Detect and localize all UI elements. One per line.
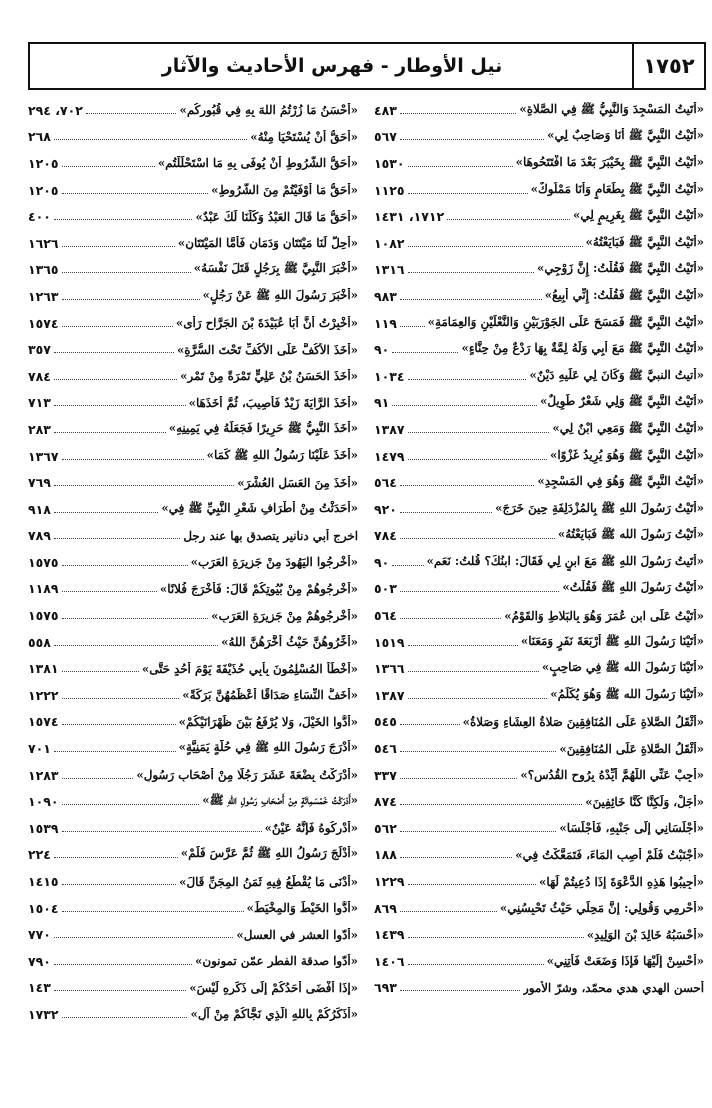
entry-ref: ٥٦٤ bbox=[374, 608, 397, 624]
entry-text: «أَخْرِجُوهُمْ مِنْ بُيُوتِكُمْ قَالَ: فَأَخْرَجَ فُلانًا» bbox=[159, 581, 358, 596]
leader-dots bbox=[400, 911, 497, 912]
entry-text: «أَدْرَكْتُ بِضْعَةَ عَشَرَ رَجُلًا مِنْ أَصْحَابِ رَسُولِ» bbox=[136, 768, 358, 783]
entry-ref: ١٢٠٥ bbox=[28, 155, 59, 171]
leader-dots bbox=[400, 512, 492, 513]
entry-ref: ٣٣٧ bbox=[374, 767, 397, 783]
entry-text: «أَحَقُّ أَنْ يُسْتَحْيَا مِنْهُ» bbox=[250, 129, 358, 144]
index-entry bbox=[374, 363, 704, 390]
leader-dots bbox=[392, 405, 537, 406]
entry-ref: ٩١٨ bbox=[28, 501, 51, 517]
entry-ref: ١١٢٥ bbox=[374, 182, 405, 198]
leader-dots bbox=[400, 538, 555, 539]
index-entry bbox=[28, 523, 358, 550]
entry-ref: ٥٤٥ bbox=[374, 714, 397, 730]
entry-text: «أُذَكِّرُكُمْ بِاللهِ الَّذِي نَجَّاكُمْ مِنْ آلِ» bbox=[190, 1007, 358, 1022]
leader-dots bbox=[400, 857, 512, 858]
entry-ref: ٧٩٠ bbox=[28, 953, 51, 969]
index-entry bbox=[28, 124, 358, 151]
leader-dots bbox=[400, 113, 517, 114]
leader-dots bbox=[54, 538, 180, 539]
entry-ref: ١٢٨٣ bbox=[28, 767, 59, 783]
entry-text: اخرج أبي دنانير يتصدق بها عند رجل bbox=[183, 528, 358, 543]
leader-dots bbox=[62, 884, 177, 885]
entry-text: «أُخْبِرْتُ أَنَّ أَبَا عُبَيْدَةَ بْنَ الجَرَّاحِ رَأَى» bbox=[175, 316, 358, 331]
entry-ref: ٢٨٣ bbox=[28, 421, 51, 437]
leader-dots bbox=[400, 724, 460, 725]
entry-text: «أَحَقُّ الشُّرُوطِ أَنْ يُوفَى بِهِ مَا اسْتَحْلَلْتُم» bbox=[157, 156, 358, 171]
index-entry bbox=[28, 815, 358, 842]
leader-dots bbox=[62, 565, 188, 566]
leader-dots bbox=[400, 591, 560, 592]
index-entry bbox=[28, 975, 358, 1002]
entry-text: «أَخَذَ الحَسَنُ بْنُ عَلِيٍّ تَمْرَةً مِنْ تَمْرِ» bbox=[180, 369, 358, 384]
entry-text: «أَخَذَ النَّبِيُّ ﷺ حَرِيرًا فَجَعَلَهُ فِي يَمِينِهِ» bbox=[168, 420, 358, 435]
index-entry bbox=[374, 842, 704, 869]
leader-dots bbox=[400, 751, 556, 752]
index-entry bbox=[28, 203, 358, 230]
index-entry bbox=[374, 177, 704, 204]
index-entry bbox=[28, 363, 358, 390]
entry-text: «أَدْرَكْتُ خَمْسَمِائَةٍ مِنْ أَصْحَابِ رَسُولِ اللهِ ﷺ» bbox=[202, 793, 358, 808]
leader-dots bbox=[400, 139, 544, 140]
entry-ref: ٧٦٩ bbox=[28, 475, 51, 491]
entry-text: «أَحَقُّ مَا أَوْفَيْتُمْ مِنَ الشُّرُوطِ» bbox=[211, 183, 358, 198]
leader-dots bbox=[400, 831, 557, 832]
index-entry bbox=[28, 895, 358, 922]
leader-dots bbox=[400, 804, 582, 805]
entry-text: «أَخْبَرَ النَّبِيَّ ﷺ بِرَجُلٍ قَتَلَ نَفْسَهُ» bbox=[193, 261, 358, 276]
entry-ref: ٥٦٢ bbox=[374, 820, 397, 836]
leader-dots bbox=[400, 778, 517, 779]
leader-dots bbox=[54, 405, 186, 406]
index-entry bbox=[374, 390, 704, 417]
index-entry bbox=[28, 948, 358, 975]
entry-text: «أَتيتُ النبيَّ ﷺ وَكَانَ لِي عَلَيهِ دَيْنٌ» bbox=[529, 367, 704, 382]
index-entry bbox=[28, 177, 358, 204]
entry-text: «أَخَذَ عَلَيْنَا رَسُولُ اللهِ ﷺ كَمَا» bbox=[206, 447, 358, 462]
entry-ref: ١١٩ bbox=[374, 315, 397, 331]
entry-text: «أَدْرِكُوهُ فَإِنَّهُ عَيْنٌ» bbox=[264, 821, 358, 836]
index-entry bbox=[28, 390, 358, 417]
index-entry bbox=[374, 496, 704, 523]
entry-ref: ٦٩٣ bbox=[374, 980, 397, 996]
entry-ref: ٢٦٨ bbox=[28, 129, 51, 145]
leader-dots bbox=[54, 352, 174, 353]
entry-ref: ١٧٣٢ bbox=[28, 1006, 59, 1022]
leader-dots bbox=[400, 299, 542, 300]
leader-dots bbox=[54, 964, 192, 965]
leader-dots bbox=[392, 565, 423, 566]
entry-text: «أَخْرِجُوهُمْ مِنْ جَزِيرَةِ العَرَبِ» bbox=[211, 608, 358, 623]
index-entry bbox=[28, 762, 358, 789]
index-entry bbox=[374, 762, 704, 789]
entry-ref: ٥٥٨ bbox=[28, 634, 51, 650]
entry-ref: ١٠٣٤ bbox=[374, 368, 405, 384]
entry-ref: ١٢٠٥ bbox=[28, 182, 59, 198]
entry-text: «أَتَيْتُ النَّبِيَّ ﷺ وَهُوَ يُرِيدُ غَزْوًا» bbox=[550, 447, 704, 462]
index-entry bbox=[28, 735, 358, 762]
entry-text: «أَخْرِجُوا اليَهُودَ مِنْ جَزِيرَةِ العَرَبِ» bbox=[190, 555, 358, 570]
entry-ref: ٧٨٩ bbox=[28, 528, 51, 544]
index-entry bbox=[374, 576, 704, 603]
entry-ref: ١٤٣٩ bbox=[374, 927, 405, 943]
entry-ref: ٧٠١ bbox=[28, 741, 51, 757]
entry-ref: ١٢٢٢ bbox=[28, 687, 59, 703]
entry-text: «أَجِبْ عَنِّي اللَّهُمَّ أَيِّدْهُ بِرُوحِ القُدُسِ؟» bbox=[520, 768, 704, 783]
index-entry bbox=[28, 416, 358, 443]
entry-text: «أدّوا صدقة الفطر عمّن تمونون» bbox=[195, 954, 358, 969]
index-entry bbox=[28, 150, 358, 177]
leader-dots bbox=[62, 1017, 188, 1018]
entry-ref: ١٥٣٩ bbox=[28, 820, 59, 836]
entry-ref: ٩٠ bbox=[374, 342, 390, 358]
leader-dots bbox=[408, 645, 518, 646]
running-title: نيل الأوطار - فهرس الأحاديث والآثار bbox=[161, 55, 503, 77]
entry-ref: ١٣٦٧ bbox=[28, 448, 59, 464]
entry-ref: ١٥٧٤ bbox=[28, 714, 59, 730]
entry-text: «أَتَيْتُ النَّبِيَّ ﷺ بِطَعَامٍ وَأَنَا مَمْلُوكٌ» bbox=[530, 181, 704, 196]
entry-ref: ١٥١٩ bbox=[374, 634, 405, 650]
entry-ref: ٧٨٤ bbox=[28, 368, 51, 384]
entry-text: «أَتَيْنَا رَسُولَ اللهِ ﷺ أَرْبَعَةَ نَفَرٍ وَمَعَنَا» bbox=[520, 633, 704, 648]
entry-ref: ٥٦٧ bbox=[374, 129, 397, 145]
entry-ref: ٩٨٣ bbox=[374, 288, 397, 304]
index-entry bbox=[28, 709, 358, 736]
index-entry bbox=[374, 709, 704, 736]
entry-text: «أُحِلَّ لَنَا مَيْتَتَانِ وَدَمَانِ فَأَمَّا المَيْتَتَانِ» bbox=[177, 236, 358, 251]
entry-text: «أَتَيْتُ النَّبِيَّ ﷺ وَهُوَ فِي المَسْجِدِ» bbox=[537, 474, 704, 489]
entry-ref: ٥٦٤ bbox=[374, 475, 397, 491]
entry-text: «أَخَفُّ النِّسَاءِ صَدَاقًا أَعْظَمُهُنَّ بَرَكَةً» bbox=[182, 688, 358, 703]
entry-ref: ١٨٨ bbox=[374, 847, 397, 863]
leader-dots bbox=[408, 166, 513, 167]
entry-text: «أَتَيْتُ النَّبِيَّ ﷺ وَمَعِي ابْنٌ لِي» bbox=[552, 420, 704, 435]
entry-text: «أَحَدَثْتُ مِنْ أَطْرَافِ شَعْرِ النَّبِيِّ ﷺ فِي» bbox=[161, 500, 358, 515]
entry-ref: ٥٤٦ bbox=[374, 741, 397, 757]
entry-ref: ١٠٩٠ bbox=[28, 794, 59, 810]
entry-text: «أَتَيْتُ النَّبِيَّ ﷺ أَنَا وَصَاحِبٌ لِي» bbox=[547, 128, 704, 143]
index-entry bbox=[374, 629, 704, 656]
leader-dots bbox=[392, 352, 458, 353]
entry-ref: ١٦٢٦ bbox=[28, 235, 59, 251]
index-entry bbox=[28, 549, 358, 576]
index-entry bbox=[374, 735, 704, 762]
leader-dots bbox=[408, 459, 547, 460]
entry-text: «أَخْبَرَ رَسُولَ اللهِ ﷺ عَنْ رَجُلٍ» bbox=[202, 287, 358, 302]
entry-text: «أَحْسِنْ إِلَيْهَا فَإِذَا وَضَعَتْ فَأْتِنِي» bbox=[546, 954, 704, 969]
index-entry bbox=[374, 682, 704, 709]
entry-text: «أَدْنَى مَا يُقْطَعُ فِيهِ ثَمَنُ المِجَنِّ قَالَ» bbox=[179, 874, 358, 889]
leader-dots bbox=[62, 193, 209, 194]
index-entry bbox=[374, 257, 704, 284]
entry-text: «أَتَيتُ رَسُولَ اللهِ ﷺ مَعَ ابنٍ لِي فَقَالَ: ابنُكَ؟ قُلتُ: نَعَم» bbox=[426, 553, 704, 568]
index-entry bbox=[374, 336, 704, 363]
entry-ref: ١٢٢٩ bbox=[374, 874, 405, 890]
entry-text: «أَحْرِمِي وَقُولِي: إِنَّ مَحِلِّي حَيْثُ تَحْبِسُنِي» bbox=[499, 901, 704, 916]
entry-text: «أَجْنَبْتُ فَلَمْ أُصِبِ المَاءَ، فَتَمَعَّكْتُ فِي» bbox=[515, 847, 704, 862]
entry-text: «أَحَقُّ مَا قَالَ العَبْدُ وَكُلُّنَا لَكَ عَبْدٌ» bbox=[195, 209, 358, 224]
entry-ref: ٤٠٠ bbox=[28, 209, 51, 225]
entry-ref: ٥٠٣ bbox=[374, 581, 397, 597]
leader-dots bbox=[62, 698, 180, 699]
leader-dots bbox=[54, 219, 193, 220]
entry-ref: ١٢٦٣ bbox=[28, 288, 59, 304]
entry-ref: ١٣٨٧ bbox=[374, 421, 405, 437]
leader-dots bbox=[408, 272, 534, 273]
leader-dots bbox=[400, 990, 520, 991]
index-entry bbox=[374, 469, 704, 496]
leader-dots bbox=[62, 911, 244, 912]
leader-dots bbox=[54, 512, 158, 513]
entry-text: «أَدْرَجَ رَسُولَ اللهِ ﷺ فِي حُلَّةٍ يَمَنِيَّةٍ» bbox=[178, 740, 358, 755]
index-entry bbox=[28, 336, 358, 363]
entry-ref: ٩١ bbox=[374, 395, 390, 411]
leader-dots bbox=[62, 671, 139, 672]
entry-text: «أَتَيْتُ عَلَى ابنِ عُمَرَ وَهُوَ بِالبَلاطِ وَالقَوْمُ» bbox=[504, 608, 704, 623]
index-entry bbox=[374, 975, 704, 1002]
entry-text: «أَتَيْنَا رَسُولَ الله ﷺ وَهُوَ يُكَلِّمُ» bbox=[550, 686, 704, 701]
entry-ref: ٧٨٤ bbox=[374, 528, 397, 544]
page-number: ١٧٥٢ bbox=[632, 44, 704, 88]
index-entry bbox=[374, 124, 704, 151]
entry-ref: ١٣٨٧ bbox=[374, 687, 405, 703]
index-entry bbox=[28, 283, 358, 310]
index-column-left bbox=[28, 97, 358, 1028]
index-entry bbox=[374, 283, 704, 310]
entry-text: «أَجَلْ، وَلَكِنَّا كُنَّا خَائِفِينَ» bbox=[585, 794, 704, 809]
entry-ref: ١٣٨١ bbox=[28, 661, 59, 677]
index-entry bbox=[28, 97, 358, 124]
entry-text: «أَتَيْنَا رَسُولَ الله ﷺ فِي صَاحِبٍ» bbox=[541, 660, 704, 675]
leader-dots bbox=[54, 857, 178, 858]
index-entry bbox=[28, 788, 358, 815]
leader-dots bbox=[408, 432, 550, 433]
entry-ref: ١٤٠٦ bbox=[374, 953, 405, 969]
entry-text: «أَتَيْتُ رَسُولَ اللهِ ﷺ فَقُلْتُ» bbox=[562, 580, 704, 595]
leader-dots bbox=[400, 485, 535, 486]
entry-ref: ١٥٧٥ bbox=[28, 608, 59, 624]
index-entry bbox=[374, 895, 704, 922]
leader-dots bbox=[62, 724, 176, 725]
index-entry bbox=[28, 682, 358, 709]
entry-ref: ٤٨٣ bbox=[374, 102, 397, 118]
index-entry bbox=[374, 655, 704, 682]
index-entry bbox=[28, 443, 358, 470]
leader-dots bbox=[408, 246, 583, 247]
entry-text: «أَخَذَ الرَّايَةَ زَيْدٌ فَأُصِيبَ، ثُمَّ أَخَذَهَا» bbox=[188, 395, 358, 410]
leader-dots bbox=[62, 299, 200, 300]
entry-ref: ١٠٨٢ bbox=[374, 235, 405, 251]
index-entry bbox=[28, 257, 358, 284]
entry-ref: ١٥٠٤ bbox=[28, 900, 59, 916]
entry-text: «أَثْقَلُ الصَّلاةِ عَلَى المُنَافِقِينَ صَلاةُ العِشَاءِ وَصَلاةُ» bbox=[462, 714, 704, 729]
entry-text: «أَحْسَنُ مَا زُرْتُمُ اللهَ بِهِ فِي قُبُورِكُم» bbox=[179, 103, 358, 118]
entry-text: «أَتَيْتُ النَّبِيَّ ﷺ وَلِي شَعْرٌ طَوِيلٌ» bbox=[540, 394, 704, 409]
leader-dots bbox=[62, 459, 204, 460]
index-entry bbox=[374, 921, 704, 948]
entry-text: «أَتَيْتُ النَّبِيَّ ﷺ فَقُلْتُ: إِنِّي أَبِيعُ» bbox=[544, 287, 704, 302]
entry-text: «أَخَذَ الأَكُفَّ عَلَى الأَكُفِّ تَحْتَ السُّرَّةِ» bbox=[176, 342, 358, 357]
entry-ref: ٧٧٠ bbox=[28, 927, 51, 943]
index-entry bbox=[374, 523, 704, 550]
leader-dots bbox=[62, 166, 155, 167]
index-entry bbox=[28, 576, 358, 603]
entry-ref: ١٥٧٤ bbox=[28, 315, 59, 331]
index-entry bbox=[28, 629, 358, 656]
entry-ref: ١٣١٦ bbox=[374, 262, 405, 278]
leader-dots bbox=[400, 618, 501, 619]
index-entry bbox=[374, 310, 704, 337]
leader-dots bbox=[54, 937, 233, 938]
leader-dots bbox=[86, 113, 177, 114]
index-entry bbox=[374, 868, 704, 895]
entry-ref: ١٤١٥ bbox=[28, 874, 59, 890]
leader-dots bbox=[408, 671, 539, 672]
entry-ref: ١٤٧٩ bbox=[374, 448, 405, 464]
index-entry bbox=[374, 948, 704, 975]
entry-ref: ١٧١٢، ١٤٣١ bbox=[374, 209, 445, 225]
entry-text: «أَحْسَبُهُ خَالِدَ بْنَ الوَلِيدِ» bbox=[586, 927, 704, 942]
leader-dots bbox=[62, 804, 200, 805]
leader-dots bbox=[62, 778, 134, 779]
index-entry bbox=[374, 443, 704, 470]
leader-dots bbox=[400, 326, 425, 327]
leader-dots bbox=[54, 751, 176, 752]
entry-ref: ٩٢٠ bbox=[374, 501, 397, 517]
entry-ref: ١٣٦٦ bbox=[374, 661, 405, 677]
entry-text: «أَتَيتُ المَسْجِدَ وَالنَّبِيُّ ﷺ فِي الصَّلاةِ» bbox=[519, 101, 704, 116]
entry-text: «أَتَيْتُ النَّبِيَّ ﷺ فَبَايَعْتُهُ» bbox=[585, 234, 704, 249]
leader-dots bbox=[408, 193, 528, 194]
entry-text: «أَتَيْتُ النَّبِيَّ ﷺ فَمَسَحَ عَلَى الجَوْرَبَيْنِ وَالنَّعْلَيْنِ وَالعِمَامَةِ» bbox=[427, 314, 704, 329]
entry-ref: ٨٦٩ bbox=[374, 900, 397, 916]
entry-text: «أَجِيبُوا هَذِهِ الدَّعْوَةَ إِذَا دُعِيتُمْ لَهَا» bbox=[538, 874, 704, 889]
entry-ref: ٣٥٧ bbox=[28, 342, 51, 358]
entry-text: «أَتَيْتُ النَّبِيَّ ﷺ بِخَيْبَرَ بَعْدَ مَا افْتَتَحُوهَا» bbox=[515, 154, 704, 169]
entry-ref: ١٤٣ bbox=[28, 980, 51, 996]
index-entry bbox=[28, 655, 358, 682]
entry-text: «أَتَيْتُ النَّبِيَّ ﷺ بِغَرِيمٍ لِي» bbox=[573, 208, 704, 223]
entry-ref: ٢٢٤ bbox=[28, 847, 51, 863]
leader-dots bbox=[54, 645, 218, 646]
entry-text: «أَدُّوا الخَيْلَ، وَلا يُرْفَعُ بَيْنَ ظَهْرَانَيْكُمْ» bbox=[178, 714, 358, 729]
index-entry bbox=[374, 788, 704, 815]
entry-text: «إِذَا أَفْضَى أَحَدُكُمْ إِلَى ذَكَرِهِ لَيْسَ» bbox=[189, 980, 358, 995]
index-entry bbox=[28, 921, 358, 948]
entry-text: «أَدْلَجَ رَسُولُ اللهِ ﷺ ثُمَّ عَرَّسَ فَلَمْ» bbox=[180, 846, 358, 861]
entry-text: «أَتَيْتُ النَّبِيَّ ﷺ مَعَ أَبِي وَلَهُ لِمَّةٌ بِهَا رَدْعٌ مِنْ حِنَّاءٍ» bbox=[461, 341, 704, 356]
index-entry bbox=[28, 469, 358, 496]
leader-dots bbox=[54, 485, 234, 486]
entry-text: «أَتَيْتُ رَسُولَ اللهِ ﷺ بِالمُزْدَلِفَةِ حِينَ خَرَجَ» bbox=[495, 500, 704, 515]
entry-text: «أَخْطَأَ المُسْلِمُونَ بِأَبِي حُذَيْفَةَ يَوْمَ أُحُدٍ حَتَّى» bbox=[141, 661, 358, 676]
entry-ref: ١٣٦٥ bbox=[28, 262, 59, 278]
index-entry bbox=[28, 842, 358, 869]
entry-ref: ١٥٧٥ bbox=[28, 554, 59, 570]
entry-text: «أدّوا العشر في العسل» bbox=[236, 927, 358, 942]
entry-text: «أَخَذَ مِنَ العَسَلِ العُشْرَ» bbox=[237, 475, 358, 490]
entry-text: «أَتَيْتُ رَسُولَ الله ﷺ فَبَايَعْتُهُ» bbox=[557, 527, 704, 542]
entry-ref: ٧٠٢، ٢٩٤ bbox=[28, 102, 83, 118]
index-column-right bbox=[374, 97, 704, 1001]
page-header bbox=[28, 42, 706, 90]
leader-dots bbox=[408, 964, 544, 965]
leader-dots bbox=[62, 246, 175, 247]
entry-ref: ٩٠ bbox=[374, 554, 390, 570]
index-entry bbox=[374, 416, 704, 443]
entry-text: «أَخِّرُوهُنَّ حَيْثُ أَخَّرَهُنَّ اللهُ» bbox=[221, 635, 358, 650]
entry-ref: ٨٧٤ bbox=[374, 794, 397, 810]
entry-ref: ٧١٣ bbox=[28, 395, 51, 411]
entry-text: أحسن الهدي هدي محمّد، وشرّ الأمور bbox=[523, 980, 704, 995]
leader-dots bbox=[62, 591, 157, 592]
index-entry bbox=[374, 97, 704, 124]
index-entry bbox=[374, 150, 704, 177]
leader-dots bbox=[62, 272, 191, 273]
index-entry bbox=[28, 230, 358, 257]
entry-text: «أَتَيْتُ النَّبِيَّ ﷺ فَقُلْتُ: إِنَّ زَوْجِي» bbox=[537, 261, 704, 276]
leader-dots bbox=[408, 937, 584, 938]
index-entry bbox=[28, 868, 358, 895]
leader-dots bbox=[447, 219, 570, 220]
entry-text: «أَدُّوا الخَيْطَ وَالمِخْيَطَ» bbox=[246, 901, 358, 916]
index-entry bbox=[28, 602, 358, 629]
leader-dots bbox=[62, 831, 262, 832]
entry-text: «أَثْقَلُ الصَّلاةِ عَلَى المُنَافِقِينَ» bbox=[559, 741, 704, 756]
entry-ref: ١١٨٩ bbox=[28, 581, 59, 597]
index-entry bbox=[374, 203, 704, 230]
leader-dots bbox=[54, 139, 247, 140]
index-entry bbox=[28, 1001, 358, 1028]
index-entry bbox=[374, 815, 704, 842]
leader-dots bbox=[62, 326, 173, 327]
leader-dots bbox=[54, 990, 186, 991]
leader-dots bbox=[62, 618, 209, 619]
entry-ref: ١٥٣٠ bbox=[374, 155, 405, 171]
leader-dots bbox=[408, 379, 527, 380]
index-entry bbox=[28, 310, 358, 337]
index-entry bbox=[374, 602, 704, 629]
leader-dots bbox=[408, 698, 548, 699]
leader-dots bbox=[54, 379, 177, 380]
index-entry bbox=[374, 549, 704, 576]
leader-dots bbox=[54, 432, 166, 433]
index-entry bbox=[28, 496, 358, 523]
index-entry bbox=[374, 230, 704, 257]
leader-dots bbox=[408, 884, 536, 885]
entry-text: «أَجْلَسَانِي إِلَى جَنْبِهِ، فَأَجْلَسَا» bbox=[559, 821, 704, 836]
